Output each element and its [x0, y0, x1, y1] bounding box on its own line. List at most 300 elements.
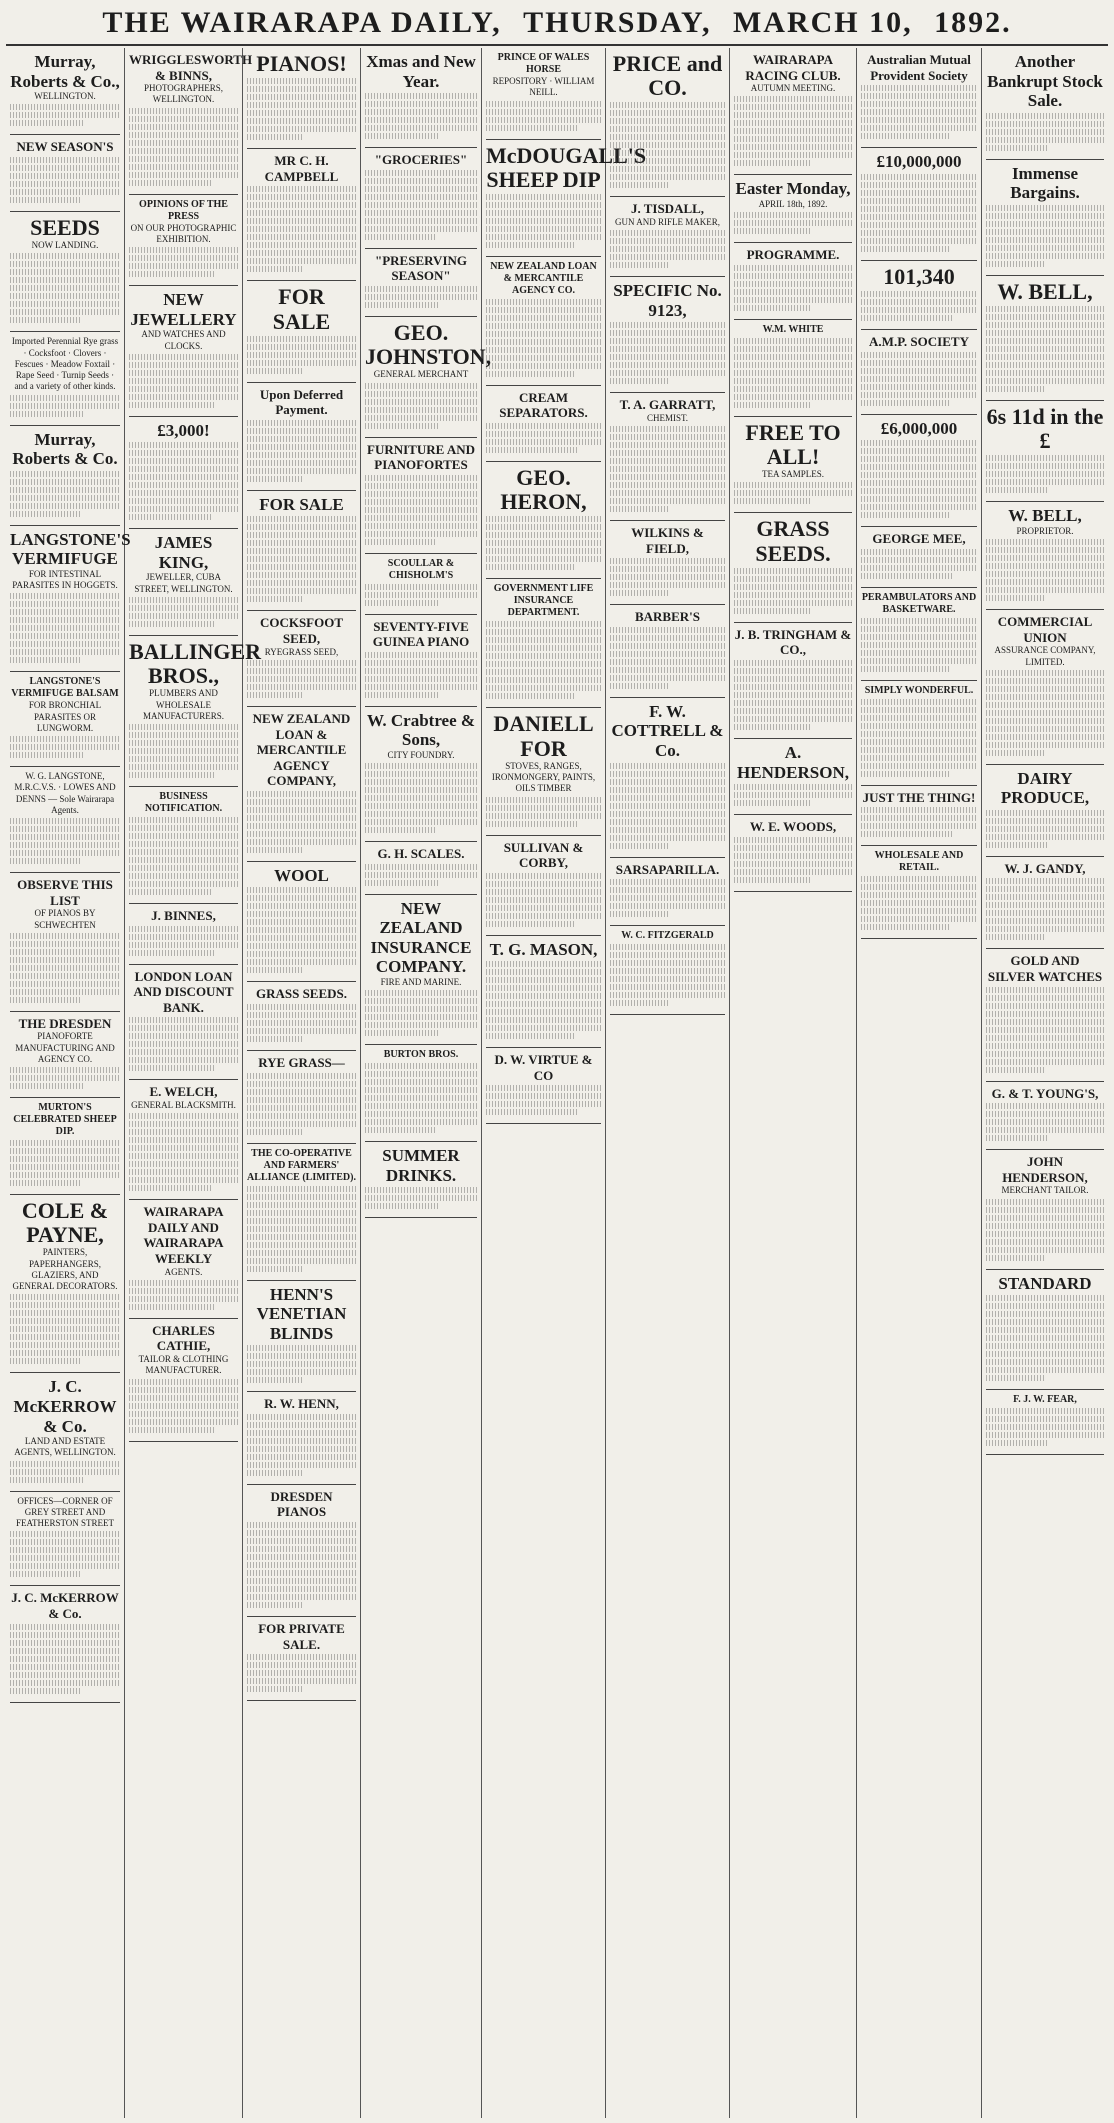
advertisement: [734, 739, 852, 815]
body-copy-line: [986, 330, 1104, 336]
body-copy-texture: [365, 584, 477, 606]
advertisement-heading: 6s 11d in the £: [986, 403, 1104, 454]
body-copy-line: [734, 338, 852, 344]
body-copy-line: [861, 464, 977, 470]
body-copy-line: [129, 857, 238, 863]
body-copy-line: [365, 592, 477, 598]
body-copy-texture: [247, 1654, 356, 1692]
body-copy-line: [986, 1295, 1104, 1301]
advertisement: [610, 858, 725, 927]
advertisement: [10, 1586, 120, 1702]
body-copy-line: [129, 825, 238, 831]
body-copy-line: [10, 1172, 120, 1178]
advertisement: [486, 1048, 601, 1124]
body-copy-line: [486, 524, 601, 530]
body-copy-line: [986, 1011, 1104, 1017]
body-copy-line: [129, 605, 238, 611]
body-copy-line: [986, 555, 1104, 561]
body-copy-line: [861, 755, 977, 761]
advertisement: [129, 529, 238, 636]
body-copy-line: [10, 1334, 120, 1340]
body-copy-texture: [365, 652, 477, 698]
body-copy-line: [486, 1025, 601, 1031]
body-copy-line: [247, 807, 356, 813]
body-copy-line: [10, 657, 80, 663]
body-copy-line: [486, 685, 601, 691]
body-copy-line: [247, 1546, 356, 1552]
body-copy-line: [129, 942, 238, 948]
advertisement: [734, 175, 852, 243]
body-copy-line: [247, 1210, 356, 1216]
body-copy-texture: [861, 699, 977, 777]
body-copy-line: [986, 362, 1104, 368]
body-copy-line: [486, 921, 576, 927]
body-copy-line: [10, 1531, 120, 1537]
body-copy-texture: [486, 194, 601, 248]
body-copy-line: [129, 849, 238, 855]
body-copy-line: [610, 322, 725, 328]
body-copy-line: [247, 887, 356, 893]
body-copy-line: [861, 246, 950, 252]
body-copy-line: [129, 1185, 213, 1191]
body-copy-line: [986, 1207, 1104, 1213]
body-copy-line: [986, 322, 1104, 328]
body-copy-line: [129, 255, 238, 261]
body-copy-line: [986, 229, 1104, 235]
body-copy-line: [986, 678, 1104, 684]
body-copy-line: [247, 258, 356, 264]
body-copy-line: [486, 564, 576, 570]
body-copy-line: [129, 247, 238, 253]
advertisement-heading: SULLIVAN & CORBY,: [503, 839, 584, 871]
body-copy-line: [247, 118, 356, 124]
body-copy-line: [365, 1071, 477, 1077]
advertisement-heading: Immense Bargains.: [1010, 163, 1080, 203]
body-copy-line: [610, 134, 725, 140]
body-copy-line: [129, 482, 238, 488]
body-copy-line: [365, 125, 477, 131]
body-copy-line: [486, 873, 601, 879]
body-copy-line: [10, 973, 120, 979]
column-9: [982, 48, 1108, 2118]
body-copy-line: [247, 1654, 356, 1660]
advertisement: [10, 873, 120, 1012]
advertisement: [129, 195, 238, 287]
advertisement-heading: GOLD AND SILVER WATCHES: [987, 953, 1103, 985]
advertisement: [486, 140, 647, 257]
body-copy-line: [610, 779, 725, 785]
advertisement: [734, 48, 852, 175]
advertisement-heading: Australian Mutual Provident Society: [867, 52, 971, 83]
body-copy-line: [734, 96, 852, 102]
body-copy-line: [247, 460, 356, 466]
body-copy-line: [486, 323, 601, 329]
body-copy-line: [10, 1148, 120, 1154]
body-copy-line: [365, 1095, 477, 1101]
body-copy-line: [486, 210, 601, 216]
body-copy-line: [610, 338, 725, 344]
body-copy-line: [610, 238, 725, 244]
advertisement-heading: BALLINGER BROS.,: [129, 638, 262, 689]
body-copy-texture: [129, 247, 238, 277]
body-copy-line: [610, 651, 725, 657]
body-copy-line: [129, 740, 238, 746]
body-copy-line: [129, 474, 238, 480]
body-copy-line: [129, 1129, 238, 1135]
body-copy-line: [861, 731, 977, 737]
advertisement-heading: J. TISDALL,: [630, 201, 705, 217]
advertisement-heading: £6,000,000: [880, 418, 958, 438]
body-copy-line: [861, 440, 977, 446]
body-copy-texture: [129, 108, 238, 186]
body-copy-line: [10, 1664, 120, 1670]
body-copy-line: [247, 468, 356, 474]
advertisement-heading: GEO. HERON,: [500, 465, 587, 515]
body-copy-line: [734, 877, 811, 883]
advertisement-heading: T. G. MASON,: [489, 939, 598, 959]
body-copy-line: [610, 450, 725, 456]
advertisement-heading: OBSERVE THIS LIST: [17, 877, 113, 908]
body-copy-line: [247, 959, 356, 965]
body-copy-line: [861, 109, 977, 115]
body-copy-line: [734, 305, 811, 311]
advertisement: [610, 926, 725, 1015]
body-copy-line: [10, 752, 83, 758]
body-copy-line: [734, 370, 852, 376]
body-copy-line: [734, 600, 852, 606]
body-copy-line: [247, 903, 356, 909]
body-copy-texture: [365, 93, 477, 139]
body-copy-texture: [986, 205, 1104, 267]
body-copy-line: [734, 592, 852, 598]
advertisement: [986, 276, 1104, 401]
body-copy-line: [247, 668, 356, 674]
body-copy-line: [129, 772, 214, 778]
body-copy-line: [365, 531, 477, 537]
body-copy-line: [734, 144, 852, 150]
body-copy-texture: [10, 1067, 120, 1089]
body-copy-line: [10, 285, 120, 291]
advertisement-subheading: FIRE AND MARINE.: [380, 977, 462, 987]
advertisement: [129, 636, 262, 787]
body-copy-line: [10, 609, 120, 615]
advertisement: [10, 212, 120, 332]
advertisement-subheading: FOR BRONCHIAL PARASITES OR LUNGWORM.: [28, 700, 102, 733]
body-copy-line: [486, 194, 601, 200]
body-copy-line: [365, 294, 477, 300]
advertisement-heading: COCKSFOOT SEED,: [259, 615, 344, 647]
body-copy-line: [861, 557, 977, 563]
body-copy-line: [986, 918, 1104, 924]
body-copy-line: [986, 702, 1104, 708]
column-1: [6, 48, 131, 2118]
advertisement: [10, 1373, 120, 1491]
advertisement: [247, 707, 356, 862]
body-copy-texture: [10, 1140, 120, 1186]
body-copy-line: [247, 1662, 356, 1668]
advertisement-heading: W. E. WOODS,: [749, 819, 837, 835]
body-copy-line: [486, 299, 601, 305]
body-copy-line: [861, 723, 977, 729]
body-copy-line: [486, 969, 601, 975]
advertisement-heading: NEW ZEALAND LOAN & MERCANTILE AGENCY COMPANY,: [252, 710, 351, 789]
body-copy-line: [10, 1555, 120, 1561]
body-copy-line: [129, 1041, 238, 1047]
body-copy-line: [129, 1403, 238, 1409]
body-copy-line: [986, 1335, 1104, 1341]
body-copy-texture: [734, 96, 852, 166]
advertisement-subheading: AGENTS.: [164, 1266, 203, 1277]
body-copy-line: [365, 202, 477, 208]
body-copy-line: [986, 1343, 1104, 1349]
body-copy-line: [986, 145, 1047, 151]
advertisement: [365, 615, 477, 707]
body-copy-texture: [247, 1522, 356, 1608]
body-copy-line: [610, 879, 725, 885]
body-copy-line: [365, 399, 477, 405]
body-copy-line: [247, 86, 356, 92]
body-copy-line: [486, 548, 601, 554]
advertisement-subheading: ASSURANCE COMPANY, LIMITED.: [994, 645, 1096, 667]
body-copy-texture: [486, 299, 601, 377]
body-copy-line: [734, 120, 852, 126]
body-copy-line: [365, 787, 477, 793]
body-copy-line: [734, 128, 852, 134]
body-copy-line: [129, 490, 238, 496]
masthead: [0, 6, 1114, 46]
body-copy-line: [734, 692, 852, 698]
body-copy-line: [486, 645, 601, 651]
body-copy-line: [129, 934, 238, 940]
body-copy-line: [486, 821, 577, 827]
body-copy-texture: [486, 101, 601, 131]
advertisement-heading: GRASS SEEDS.: [755, 516, 831, 566]
body-copy-line: [129, 172, 238, 178]
advertisement: [486, 257, 601, 386]
body-copy-texture: [986, 1408, 1104, 1446]
body-copy-texture: [610, 230, 725, 268]
advertisement: [247, 1144, 356, 1281]
body-copy-line: [486, 439, 601, 445]
body-copy-texture: [861, 352, 977, 406]
body-copy-line: [734, 853, 852, 859]
body-copy-line: [10, 1547, 120, 1553]
body-copy-line: [129, 108, 238, 114]
body-copy-texture: [486, 423, 601, 453]
body-copy-texture: [365, 286, 477, 308]
body-copy-line: [861, 456, 977, 462]
advertisement: [10, 426, 120, 526]
body-copy-line: [861, 291, 977, 297]
body-copy-texture: [365, 864, 477, 886]
advertisement-heading: SEEDS: [30, 214, 100, 240]
body-copy-line: [986, 213, 1104, 219]
body-copy-line: [247, 444, 356, 450]
body-copy-line: [486, 977, 601, 983]
body-copy-line: [247, 452, 356, 458]
body-copy-line: [129, 386, 238, 392]
body-copy-line: [129, 378, 238, 384]
advertisement-heading: BUSINESS NOTIFICATION.: [144, 791, 223, 815]
body-copy-line: [365, 1103, 477, 1109]
body-copy-line: [10, 1680, 120, 1686]
body-copy-line: [129, 1121, 238, 1127]
body-copy-line: [247, 1345, 356, 1351]
body-copy-line: [610, 158, 725, 164]
body-copy-line: [861, 916, 977, 922]
body-copy-line: [486, 202, 601, 208]
body-copy-line: [734, 281, 852, 287]
body-copy-line: [247, 564, 356, 570]
body-copy-line: [365, 483, 477, 489]
body-copy-texture: [861, 618, 977, 672]
body-copy-line: [986, 221, 1104, 227]
body-copy-texture: [861, 291, 977, 321]
advertisement-heading: OPINIONS OF THE PRESS: [139, 198, 228, 222]
advertisement: [610, 48, 725, 197]
body-copy-line: [861, 512, 950, 518]
body-copy-line: [247, 692, 304, 698]
body-copy-line: [365, 507, 477, 513]
advertisement-heading: A. HENDERSON,: [737, 743, 849, 782]
body-copy-line: [247, 572, 356, 578]
column-3: [243, 48, 361, 2118]
body-copy-line: [129, 514, 213, 520]
body-copy-texture: [10, 1624, 120, 1694]
body-copy-line: [247, 927, 356, 933]
advertisement: [247, 383, 356, 491]
body-copy-line: [365, 194, 477, 200]
body-copy-line: [10, 601, 120, 607]
body-copy-line: [247, 967, 302, 973]
body-copy-line: [129, 1177, 238, 1183]
body-copy-line: [986, 710, 1104, 716]
body-copy-line: [486, 993, 601, 999]
body-copy-line: [610, 582, 725, 588]
body-copy-line: [247, 1554, 356, 1560]
body-copy-line: [129, 1017, 238, 1023]
body-copy-line: [986, 1111, 1104, 1117]
body-copy-line: [129, 1280, 238, 1286]
body-copy-line: [10, 1358, 80, 1364]
body-copy-line: [365, 234, 437, 240]
body-copy-line: [861, 117, 977, 123]
body-copy-line: [365, 475, 477, 481]
body-copy-line: [734, 660, 852, 666]
body-copy-line: [986, 1003, 1104, 1009]
body-copy-line: [986, 1432, 1104, 1438]
body-copy-line: [129, 1049, 238, 1055]
body-copy-texture: [10, 1531, 120, 1577]
body-copy-line: [986, 826, 1104, 832]
body-copy-texture: [486, 516, 601, 570]
body-copy-line: [10, 1164, 120, 1170]
body-copy-line: [986, 1103, 1104, 1109]
body-copy-line: [861, 831, 953, 837]
body-copy-line: [247, 1562, 356, 1568]
body-copy-texture: [10, 253, 120, 323]
body-copy-line: [986, 1247, 1104, 1253]
body-copy-line: [247, 218, 356, 224]
body-copy-texture: [10, 818, 120, 864]
advertisement: [986, 401, 1104, 502]
body-copy-line: [986, 926, 1104, 932]
body-copy-line: [986, 595, 1046, 601]
advertisement: [365, 48, 477, 148]
body-copy-line: [486, 1001, 601, 1007]
body-copy-line: [610, 976, 725, 982]
body-copy-line: [365, 109, 477, 115]
body-copy-line: [247, 1202, 356, 1208]
body-copy-texture: [986, 1295, 1104, 1381]
body-copy-line: [10, 1294, 120, 1300]
body-copy-line: [486, 805, 601, 811]
advertisement: [486, 386, 601, 462]
body-copy-line: [986, 338, 1104, 344]
body-copy-line: [247, 436, 356, 442]
advertisement-heading: DANIELL FOR: [493, 711, 594, 761]
body-copy-line: [10, 395, 120, 401]
advertisement: [247, 1485, 356, 1617]
body-copy-texture: [129, 1280, 238, 1310]
body-copy-line: [247, 660, 356, 666]
advertisement: [486, 836, 601, 936]
body-copy-texture: [129, 442, 238, 520]
body-copy-line: [247, 94, 356, 100]
body-copy-line: [486, 447, 577, 453]
body-copy-line: [986, 563, 1104, 569]
body-copy-line: [610, 968, 725, 974]
body-copy-texture: [986, 987, 1104, 1073]
advertisement-heading: STANDARD: [998, 1273, 1092, 1293]
body-copy-line: [129, 817, 238, 823]
body-copy-line: [247, 1226, 356, 1232]
body-copy-texture: [365, 170, 477, 240]
body-copy-line: [10, 1539, 120, 1545]
advertisement: [129, 904, 238, 965]
advertisement-subheading: PLUMBERS AND WHOLESALE MANUFACTURERS.: [142, 688, 225, 721]
body-copy-line: [10, 941, 120, 947]
advertisement: [365, 1142, 477, 1218]
body-copy-line: [986, 547, 1104, 553]
body-copy-line: [986, 1359, 1104, 1365]
body-copy-texture: [486, 621, 601, 699]
body-copy-line: [486, 889, 601, 895]
body-copy-line: [610, 771, 725, 777]
body-copy-line: [365, 684, 477, 690]
body-copy-line: [129, 1113, 238, 1119]
body-copy-line: [247, 895, 356, 901]
body-copy-line: [486, 315, 601, 321]
body-copy-line: [129, 271, 215, 277]
advertisement-heading: FOR PRIVATE SALE.: [258, 1621, 345, 1652]
advertisement: [861, 846, 977, 939]
body-copy-line: [486, 881, 601, 887]
body-copy-line: [610, 110, 725, 116]
body-copy-line: [365, 998, 477, 1004]
body-copy-line: [365, 803, 477, 809]
body-copy-line: [365, 286, 477, 292]
body-copy-texture: [247, 1073, 356, 1135]
body-copy-line: [986, 253, 1104, 259]
body-copy-line: [365, 383, 477, 389]
body-copy-line: [247, 210, 356, 216]
body-copy-line: [486, 813, 601, 819]
advertisement-heading: MURTON'S CELEBRATED SHEEP DIP.: [13, 1102, 117, 1138]
advertisement-subheading: OFFICES—CORNER OF GREY STREET AND FEATHERSTON STREET: [15, 1495, 115, 1529]
body-copy-line: [247, 1012, 356, 1018]
body-copy-line: [247, 911, 356, 917]
